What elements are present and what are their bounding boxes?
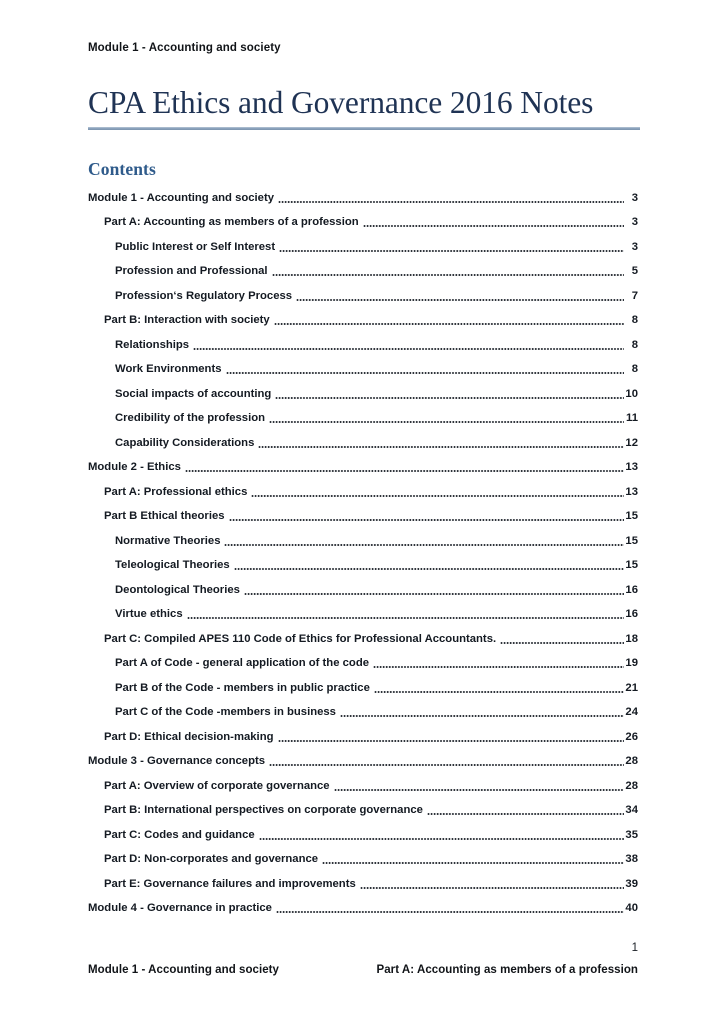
toc-entry-label: Part C: Codes and guidance — [104, 828, 255, 841]
toc-entry-page-number: 35 — [625, 828, 638, 841]
toc-entry[interactable] — [88, 844, 638, 869]
toc-entry-page-number: 10 — [625, 387, 638, 400]
toc-entry-page-number: 15 — [625, 534, 638, 547]
toc-entry-label: Module 2 - Ethics — [88, 461, 181, 473]
toc-entry-label: Part A of Code - general application of the code — [115, 657, 369, 669]
toc-entry-label: Social impacts of accounting — [115, 387, 272, 400]
toc-entry[interactable] — [88, 746, 638, 771]
toc-entry-page-number: 40 — [625, 902, 638, 914]
toc-entry-page-number: 3 — [631, 240, 638, 253]
toc-entry[interactable] — [88, 819, 638, 844]
toc-dot-leader — [296, 293, 624, 302]
toc-entry-label: Module 1 - Accounting and society — [88, 191, 274, 204]
toc-dot-leader — [278, 195, 624, 204]
toc-entry-label: Part A: Overview of corporate governance — [104, 779, 330, 792]
toc-dot-leader — [278, 734, 625, 743]
toc-entry-page-number: 24 — [625, 706, 638, 718]
toc-dot-leader — [500, 636, 624, 645]
toc-entry[interactable] — [88, 795, 638, 820]
toc-entry[interactable] — [88, 182, 638, 207]
toc-entry[interactable] — [88, 648, 638, 673]
toc-entry[interactable] — [88, 672, 638, 697]
toc-dot-leader — [334, 783, 624, 792]
toc-dot-leader — [258, 440, 624, 449]
toc-dot-leader — [363, 219, 624, 228]
toc-entry-page-number: 5 — [631, 265, 638, 277]
toc-entry[interactable] — [88, 378, 638, 403]
toc-entry-label: Part D: Non-corporates and governance — [104, 853, 319, 865]
document-footer — [88, 963, 638, 977]
toc-entry[interactable] — [88, 893, 638, 918]
toc-dot-leader — [224, 538, 624, 547]
toc-entry-page-number: 8 — [631, 314, 638, 326]
toc-dot-leader — [269, 758, 624, 767]
toc-dot-leader — [187, 611, 624, 620]
toc-entry-label: Credibility of the profession — [115, 412, 266, 424]
toc-entry-page-number: 7 — [631, 289, 638, 302]
toc-entry-page-number: 28 — [625, 755, 638, 767]
toc-entry-page-number: 16 — [625, 608, 638, 620]
toc-dot-leader — [275, 391, 624, 400]
toc-entry-page-number: 8 — [631, 363, 638, 375]
toc-dot-leader — [374, 685, 624, 694]
title-block — [88, 84, 640, 130]
toc-entry-page-number: 21 — [625, 681, 638, 694]
toc-dot-leader — [279, 244, 624, 253]
toc-entry[interactable] — [88, 550, 638, 575]
toc-dot-leader — [244, 587, 624, 596]
toc-entry[interactable] — [88, 329, 638, 354]
toc-entry[interactable] — [88, 452, 638, 477]
toc-entry-label: Teleological Theories — [115, 559, 230, 571]
toc-entry[interactable] — [88, 501, 638, 526]
toc-entry-label: Part A: Professional ethics — [104, 485, 248, 498]
toc-entry[interactable] — [88, 525, 638, 550]
toc-entry-label: Part D: Ethical decision-making — [104, 730, 274, 743]
toc-entry[interactable] — [88, 770, 638, 795]
title-divider — [88, 127, 640, 130]
toc-entry-page-number: 3 — [631, 191, 638, 204]
toc-entry[interactable] — [88, 256, 638, 281]
toc-entry[interactable] — [88, 623, 638, 648]
toc-entry-page-number: 13 — [625, 461, 638, 473]
toc-entry-page-number: 38 — [625, 853, 638, 865]
toc-entry-page-number: 34 — [625, 804, 638, 816]
toc-entry-label: Public Interest or Self Interest — [115, 240, 276, 253]
toc-dot-leader — [272, 268, 624, 277]
toc-entry-label: Part C: Compiled APES 110 Code of Ethics for Professional Accountants. — [104, 632, 497, 645]
toc-dot-leader — [234, 562, 624, 571]
toc-entry[interactable] — [88, 721, 638, 746]
toc-dot-leader — [427, 807, 624, 816]
toc-entry-label: Work Environments — [115, 363, 222, 375]
contents-heading: Contents — [88, 159, 156, 179]
toc-entry-label: Relationships — [115, 338, 190, 351]
toc-entry-page-number: 15 — [625, 559, 638, 571]
toc-entry-page-number: 26 — [625, 730, 638, 743]
toc-entry-label: Deontological Theories — [115, 583, 240, 596]
toc-entry-label: Part B: Interaction with society — [104, 314, 270, 326]
table-of-contents — [88, 182, 638, 917]
toc-entry-page-number: 39 — [625, 877, 638, 890]
toc-entry[interactable] — [88, 868, 638, 893]
toc-dot-leader — [229, 513, 624, 522]
toc-entry-label: Part B of the Code - members in public practice — [115, 681, 370, 694]
toc-dot-leader — [185, 464, 624, 473]
toc-dot-leader — [193, 342, 624, 351]
toc-entry-label: Part B Ethical theories — [104, 510, 225, 522]
footer-right-text: Part A: Accounting as members of a profession — [376, 964, 638, 976]
toc-dot-leader — [360, 881, 624, 890]
toc-entry-page-number: 11 — [626, 412, 638, 424]
toc-entry-label: Part E: Governance failures and improvements — [104, 877, 356, 890]
toc-entry-page-number: 15 — [625, 510, 638, 522]
footer-page-number: 1 — [631, 942, 638, 954]
toc-entry-page-number: 8 — [631, 338, 638, 351]
toc-entry-page-number: 28 — [625, 779, 638, 792]
toc-entry-label: Profession and Professional — [115, 265, 268, 277]
toc-entry[interactable] — [88, 599, 638, 624]
toc-entry[interactable] — [88, 305, 638, 330]
toc-dot-leader — [251, 489, 624, 498]
toc-entry[interactable] — [88, 207, 638, 232]
toc-entry-label: Module 3 - Governance concepts — [88, 755, 266, 767]
toc-dot-leader — [274, 317, 624, 326]
toc-entry-page-number: 18 — [625, 632, 638, 645]
toc-entry-page-number: 12 — [625, 436, 638, 449]
toc-entry[interactable] — [88, 697, 638, 722]
toc-dot-leader — [322, 856, 624, 865]
toc-dot-leader — [373, 660, 624, 669]
toc-dot-leader — [226, 366, 624, 375]
page-title: CPA Ethics and Governance 2016 Notes — [88, 85, 594, 120]
toc-entry-page-number: 16 — [625, 583, 638, 596]
toc-entry-label: Capability Considerations — [115, 436, 255, 449]
toc-dot-leader — [269, 415, 624, 424]
toc-entry[interactable] — [88, 476, 638, 501]
toc-dot-leader — [340, 709, 624, 718]
running-header: Module 1 - Accounting and society — [88, 42, 281, 54]
toc-entry[interactable] — [88, 354, 638, 379]
toc-entry-label: Part B: International perspectives on corporate governance — [104, 804, 423, 816]
toc-entry[interactable] — [88, 574, 638, 599]
toc-dot-leader — [276, 905, 624, 914]
toc-entry-label: Part C of the Code -members in business — [115, 706, 336, 718]
toc-entry[interactable] — [88, 280, 638, 305]
toc-entry[interactable] — [88, 231, 638, 256]
footer-left-text: Module 1 - Accounting and society — [88, 964, 279, 976]
toc-entry-label: Virtue ethics — [115, 608, 183, 620]
toc-entry-label: Module 4 - Governance in practice — [88, 902, 272, 914]
toc-entry-label: Part A: Accounting as members of a profession — [104, 216, 359, 228]
toc-entry-label: Profession‘s Regulatory Process — [115, 289, 293, 302]
toc-dot-leader — [259, 832, 624, 841]
toc-entry[interactable] — [88, 403, 638, 428]
toc-entry-label: Normative Theories — [115, 534, 221, 547]
toc-entry-page-number: 13 — [625, 485, 638, 498]
toc-entry-page-number: 19 — [625, 657, 638, 669]
toc-entry-page-number: 3 — [631, 216, 638, 228]
toc-entry[interactable] — [88, 427, 638, 452]
